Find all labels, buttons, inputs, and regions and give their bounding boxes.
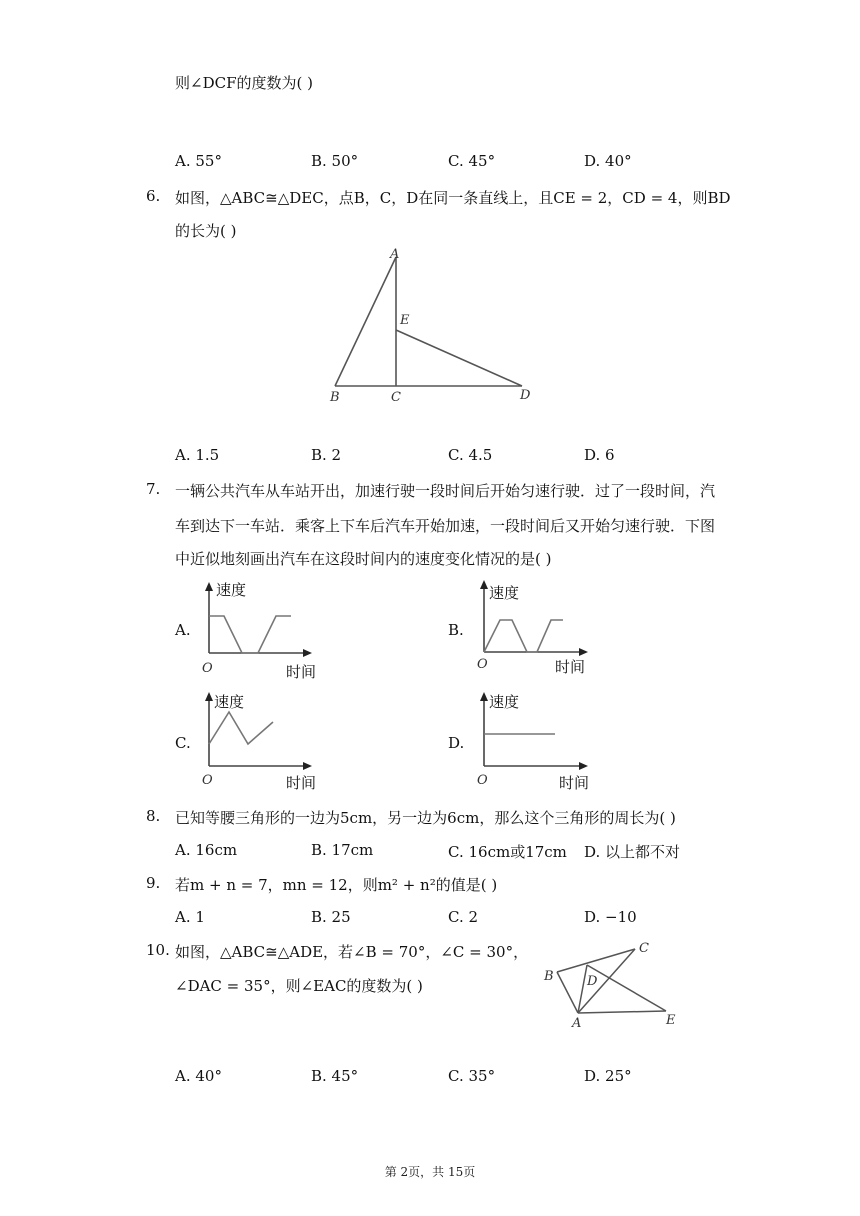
q7-option-d-letter: D. xyxy=(448,734,465,752)
q7-graph-b-origin: O xyxy=(477,657,488,672)
q7-graph-a xyxy=(200,580,340,685)
q7-graph-a-ylabel: 速度 xyxy=(216,581,247,599)
q7-line3: 中近似地刻画出汽车在这段时间内的速度变化情况的是( ) xyxy=(175,550,552,568)
q7-graph-b xyxy=(475,578,615,683)
q8-option-d: D. 以上都不对 xyxy=(584,843,681,861)
q10-label-d: D xyxy=(587,974,598,989)
q10-option-b: B. 45° xyxy=(311,1067,359,1085)
q6-label-c: C xyxy=(391,390,401,405)
q5-option-d: D. 40° xyxy=(584,152,632,170)
q6-label-d: D xyxy=(520,388,531,403)
q6-option-d: D. 6 xyxy=(584,446,615,464)
q7-option-b-letter: B. xyxy=(448,621,464,639)
q6-label-a: A xyxy=(390,247,400,262)
q9-text: 若m + n = 7，mn = 12，则m² + n²的值是( ) xyxy=(175,876,498,894)
q9-option-a: A. 1 xyxy=(175,908,205,926)
q7-line2: 车到达下一车站．乘客上下车后汽车开始加速，一段时间后又开始匀速行驶．下图 xyxy=(175,517,716,535)
q7-graph-c-origin: O xyxy=(202,773,213,788)
q6-option-b: B. 2 xyxy=(311,446,342,464)
q8-option-a: A. 16cm xyxy=(175,841,238,859)
q5-option-a: A. 55° xyxy=(175,152,222,170)
q10-line2: ∠DAC = 35°，则∠EAC的度数为( ) xyxy=(175,977,423,995)
page-footer: 第 2页，共 15页 xyxy=(384,1165,476,1179)
q10-label-e: E xyxy=(666,1013,676,1028)
q7-option-a-letter: A. xyxy=(175,621,191,639)
q7-graph-a-xlabel: 时间 xyxy=(286,663,317,681)
q8-number: 8. xyxy=(146,807,161,825)
q6-triangle-figure xyxy=(320,245,540,410)
q10-label-a: A xyxy=(572,1016,582,1031)
q7-graph-b-xlabel: 时间 xyxy=(555,658,586,676)
q7-option-c-letter: C. xyxy=(175,734,191,752)
q8-option-b: B. 17cm xyxy=(311,841,374,859)
q7-graph-d-ylabel: 速度 xyxy=(489,693,520,711)
q9-number: 9. xyxy=(146,874,161,892)
q7-graph-b-ylabel: 速度 xyxy=(489,584,520,602)
q6-label-e: E xyxy=(400,313,410,328)
q6-option-c: C. 4.5 xyxy=(448,446,493,464)
q7-graph-c xyxy=(200,690,340,795)
q5-tail-text: 则∠DCF的度数为( ) xyxy=(175,74,313,92)
q10-triangle-figure xyxy=(535,935,695,1035)
q7-graph-d-xlabel: 时间 xyxy=(559,774,590,792)
q6-line2: 的长为( ) xyxy=(175,222,237,240)
q8-option-c: C. 16cm或17cm xyxy=(448,843,567,861)
q8-text: 已知等腰三角形的一边为5cm，另一边为6cm，那么这个三角形的周长为( ) xyxy=(175,809,676,827)
q7-graph-a-origin: O xyxy=(202,661,213,676)
q10-line1: 如图，△ABC≅△ADE，若∠B = 70°，∠C = 30°， xyxy=(175,943,529,961)
q10-option-d: D. 25° xyxy=(584,1067,632,1085)
q5-option-c: C. 45° xyxy=(448,152,496,170)
q7-graph-c-ylabel: 速度 xyxy=(214,693,245,711)
q10-label-b: B xyxy=(544,969,554,984)
q10-number: 10. xyxy=(146,941,170,959)
q6-line1: 如图，△ABC≅△DEC，点B，C，D在同一条直线上，且CE = 2，CD = 4，则BD xyxy=(175,189,731,207)
q7-number: 7. xyxy=(146,480,161,498)
q6-number: 6. xyxy=(146,187,161,205)
q7-graph-d xyxy=(475,690,615,795)
q9-option-b: B. 25 xyxy=(311,908,351,926)
q10-label-c: C xyxy=(639,941,649,956)
q9-option-d: D. −10 xyxy=(584,908,637,926)
q10-option-a: A. 40° xyxy=(175,1067,222,1085)
q10-option-c: C. 35° xyxy=(448,1067,496,1085)
q7-graph-d-origin: O xyxy=(477,773,488,788)
q6-label-b: B xyxy=(330,390,340,405)
q9-option-c: C. 2 xyxy=(448,908,479,926)
q7-graph-c-xlabel: 时间 xyxy=(286,774,317,792)
q5-option-b: B. 50° xyxy=(311,152,359,170)
q6-option-a: A. 1.5 xyxy=(175,446,220,464)
q7-line1: 一辆公共汽车从车站开出，加速行驶一段时间后开始匀速行驶．过了一段时间，汽 xyxy=(175,482,716,500)
